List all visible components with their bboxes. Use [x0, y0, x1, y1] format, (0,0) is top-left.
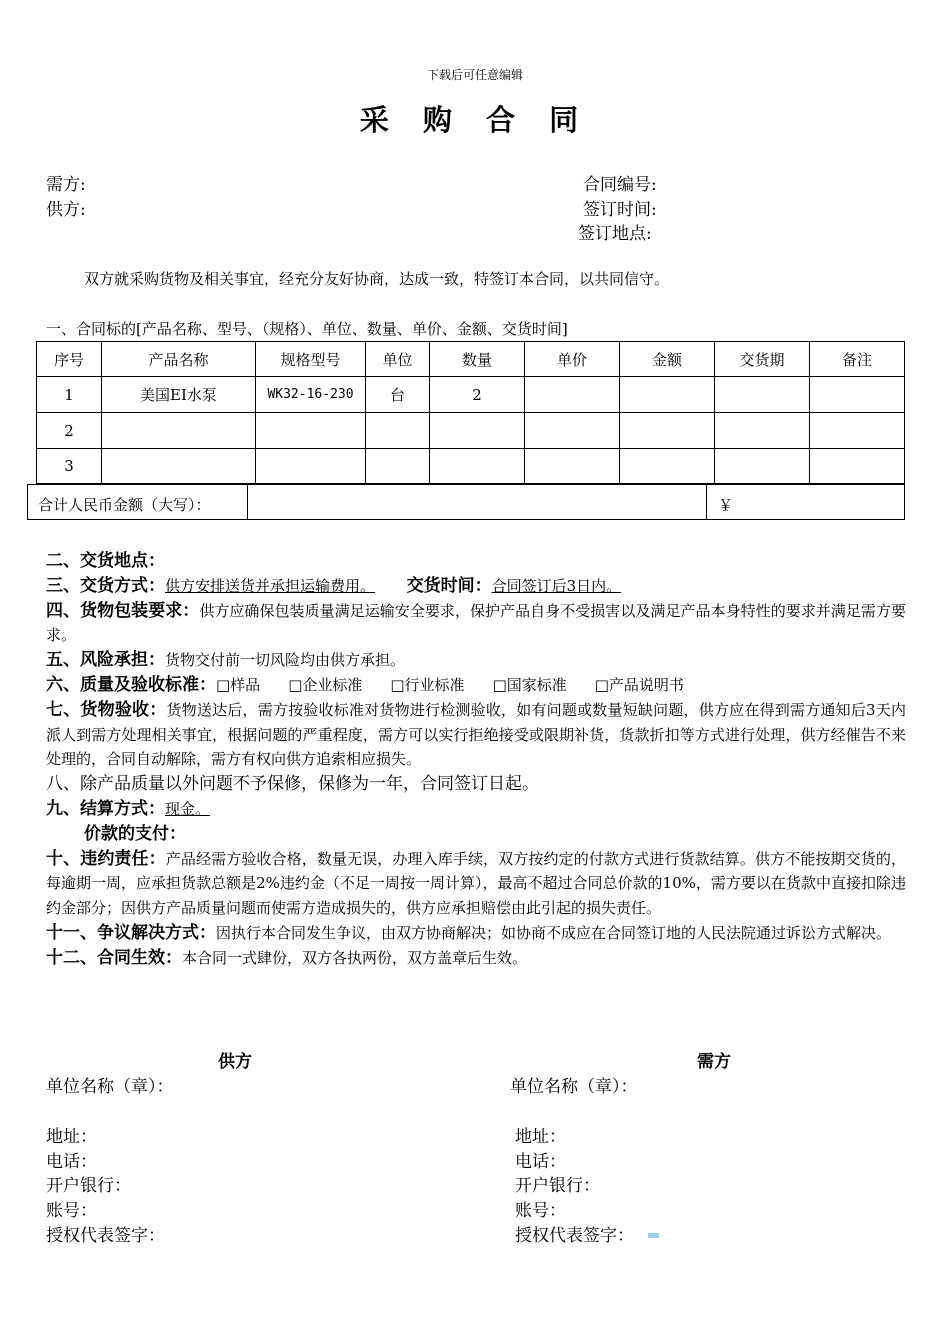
checkbox-option[interactable]: □产品说明书: [594, 675, 684, 694]
supplier-signer: 授权代表签字：: [46, 1226, 165, 1246]
clause-heading: 二、交货地点：: [46, 551, 165, 571]
clause-heading: 九、结算方式：: [46, 798, 165, 819]
table-cell: [102, 413, 256, 449]
clause-11: [46, 921, 906, 946]
checkbox-option[interactable]: □样品: [216, 675, 261, 694]
table-cell: [525, 449, 620, 484]
table-cell: [366, 413, 430, 449]
clause-text: 供方应确保包装质量满足运输安全要求，保护产品自身不受损害以及满足产品本身特性的要求并满足需方要求。: [46, 601, 906, 645]
table-header-cell: 交货期: [715, 342, 810, 377]
table-cell: [715, 413, 810, 449]
buyer-bank: 开户银行：: [515, 1176, 600, 1196]
supplier-address: 地址：: [46, 1127, 97, 1147]
contract-no-label: 合同编号:: [583, 175, 657, 195]
clause-heading: 十、违约责任：: [46, 848, 166, 869]
clause-heading: 七、货物验收：: [46, 699, 167, 720]
supplier-unit-name: 单位名称（章）：: [46, 1077, 174, 1097]
intro-paragraph: 双方就采购货物及相关事宜，经充分友好协商，达成一致，特签订本合同，以共同信守。: [84, 270, 670, 288]
clause-12: [46, 946, 906, 971]
sign-date-label: 签订时间:: [583, 200, 657, 220]
table-header-cell: 备注: [810, 342, 905, 377]
table-cell: [256, 449, 366, 484]
clause-text: 货物送达后，需方按验收标准对货物进行检测验收，如有问题或数量短缺问题，供方应在得到需方通知后3天内派人到需方处理相关事宜，根据问题的严重程度，需方可以实行拒绝接受或限期补货，货款折扣等方式进行处理，供方经催告不来处理的，合同自动解除，需方有权向供方追索相应损失。: [46, 700, 906, 769]
supplier-signature-title: 供方: [218, 1052, 252, 1072]
table-header-cell: 规格型号: [256, 342, 366, 377]
clause-10: [46, 847, 906, 921]
table-cell: [620, 377, 715, 413]
total-amount-label: 合计人民币金额（大写）：: [38, 496, 211, 514]
table-row: [37, 449, 905, 484]
divider: [706, 485, 707, 519]
delivery-method-value: 供方安排送货并承担运输费用。: [165, 576, 376, 595]
divider: [247, 485, 248, 519]
buyer-signer: 授权代表签字：: [515, 1226, 634, 1246]
table-header-cell: 序号: [37, 342, 102, 377]
goods-table: [36, 341, 905, 484]
clause-9-payment: [46, 822, 906, 847]
clause-text: 本合同一式肆份，双方各执两份，双方盖章后生效。: [182, 948, 528, 967]
table-row: [37, 377, 905, 413]
currency-symbol: ￥: [718, 496, 734, 514]
table-cell: [430, 413, 525, 449]
clause-heading: 六、质量及验收标准：: [46, 674, 216, 695]
clause-9: [46, 797, 906, 822]
buyer-account: 账号：: [515, 1201, 566, 1221]
checkbox-option[interactable]: □国家标准: [492, 675, 567, 694]
table-header-row: [37, 342, 905, 377]
buyer-phone: 电话：: [515, 1152, 566, 1172]
table-cell: [810, 413, 905, 449]
contract-title: 采 购 合 同: [359, 103, 591, 137]
clause-heading: 交货时间：: [406, 575, 492, 596]
supplier-label: 供方:: [46, 200, 86, 220]
table-cell: [715, 377, 810, 413]
table-cell: 1: [37, 377, 102, 413]
clause-6: [46, 673, 906, 698]
table-cell: [810, 377, 905, 413]
sign-place-label: 签订地点:: [578, 224, 652, 244]
buyer-unit-name: 单位名称（章）：: [510, 1077, 638, 1097]
clause-4: [46, 599, 906, 649]
buyer-address: 地址：: [515, 1127, 566, 1147]
table-cell: 2: [430, 377, 525, 413]
clause-heading: 三、交货方式：: [46, 575, 165, 596]
table-cell: [620, 413, 715, 449]
total-amount-row: [27, 484, 905, 520]
table-cell: [256, 413, 366, 449]
supplier-phone: 电话：: [46, 1152, 97, 1172]
supplier-account: 账号：: [46, 1201, 97, 1221]
table-header-cell: 单价: [525, 342, 620, 377]
clause-7: [46, 698, 906, 772]
clause-heading: 十一、争议解决方式：: [46, 922, 216, 943]
table-cell: [810, 449, 905, 484]
delivery-time-value: 合同签订后3日内。: [491, 576, 622, 595]
contract-clauses: [46, 549, 906, 971]
table-cell: 3: [37, 449, 102, 484]
clause-2: [46, 549, 906, 574]
table-cell: 2: [37, 413, 102, 449]
table-header-cell: 数量: [430, 342, 525, 377]
table-cell: [366, 449, 430, 484]
clause-heading: 价款的支付：: [84, 823, 186, 844]
top-note: 下载后可任意编辑: [426, 68, 523, 82]
clause-3: [46, 574, 906, 599]
checkbox-option[interactable]: □行业标准: [390, 675, 465, 694]
checkbox-option[interactable]: □企业标准: [288, 675, 363, 694]
table-cell: [102, 449, 256, 484]
clause-heading: 十二、合同生效：: [46, 947, 182, 968]
table-cell: [430, 449, 525, 484]
settlement-method-value: 现金。: [165, 799, 211, 818]
clause-heading: 五、风险承担：: [46, 650, 165, 671]
section1-title: 一、合同标的[产品名称、型号、（规格）、单位、数量、单价、金额、交货时间]: [46, 320, 568, 338]
buyer-signature-title: 需方: [697, 1052, 731, 1072]
table-cell: [525, 413, 620, 449]
table-cell: 美国EI水泵: [102, 377, 256, 413]
table-header-cell: 产品名称: [102, 342, 256, 377]
clause-heading: 四、货物包装要求：: [46, 600, 200, 621]
buyer-label: 需方:: [46, 175, 86, 195]
supplier-bank: 开户银行：: [46, 1176, 131, 1196]
table-row: [37, 413, 905, 449]
table-cell: 台: [366, 377, 430, 413]
table-cell: [620, 449, 715, 484]
table-header-cell: 单位: [366, 342, 430, 377]
clause-text: 因执行本合同发生争议，由双方协商解决；如协商不成应在合同签订地的人民法院通过诉讼方式解决。: [216, 923, 892, 942]
table-cell: [715, 449, 810, 484]
highlight-mark: [648, 1233, 659, 1238]
clause-text: 货物交付前一切风险均由供方承担。: [165, 651, 406, 670]
table-cell: [525, 377, 620, 413]
table-cell: WK32-16-230: [256, 377, 366, 413]
clause-text: 产品经需方验收合格，数量无误，办理入库手续，双方按约定的付款方式进行货款结算。供方不能按期交货的，每逾期一周，应承担货款总额是2%违约金（不足一周按一周计算），最高不超过合同总价款的10%，需方要以在货款中直接扣除违约金部分；因供方产品质量问题而使需方造成损失的，供方应承担赔偿由此引起的损失责任。: [46, 849, 906, 918]
table-header-cell: 金额: [620, 342, 715, 377]
clause-5: [46, 648, 906, 673]
clause-text: 八、除产品质量以外问题不予保修，保修为一年，合同签订日起。: [46, 774, 539, 795]
clause-8: [46, 772, 906, 797]
